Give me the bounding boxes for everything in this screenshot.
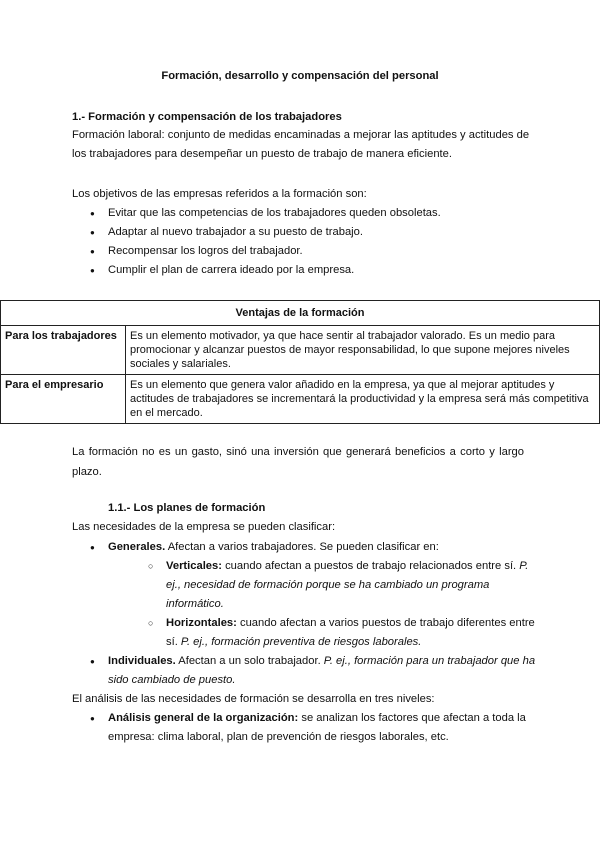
list-item <box>130 557 542 614</box>
analysis-intro: El análisis de las necesidades de formación se desarrolla en tres niveles: <box>72 693 435 705</box>
row-text: Es un elemento que genera valor añadido en la empresa, ya que al mejorar aptitudes y actitudes de trabajadores se incrementará la productividad y la empresa será más competitiva en el mercado. <box>126 375 600 424</box>
section-heading-1-1: 1.1.- Los planes de formación <box>108 502 266 514</box>
item-text: cuando afectan a puestos de trabajo relacionados entre sí. <box>221 560 520 572</box>
document-title: Formación, desarrollo y compensación del personal <box>161 70 439 82</box>
row-label: Para los trabajadores <box>1 326 126 375</box>
table-header: Ventajas de la formación <box>1 301 600 326</box>
item-label: Horizontales: <box>166 617 237 629</box>
item-label: Verticales: <box>166 560 222 572</box>
item-label: Análisis general de la organización: <box>108 712 299 724</box>
sub-list <box>130 557 542 652</box>
list-item <box>72 538 542 652</box>
item-example: P. ej., formación para un trabajador que ha sido cambiado de puesto. <box>108 655 536 686</box>
item-label: Generales. <box>108 541 166 553</box>
item-text: Afectan a un solo trabajador. <box>175 655 324 667</box>
investment-note: La formación no es un gasto, sinó una inversión que generará beneficios a corto y largo plazo. <box>72 446 524 478</box>
item-example: P. ej., formación preventiva de riesgos laborales. <box>180 636 422 648</box>
list-item <box>130 614 542 652</box>
item-example: P. ej., necesidad de formación porque se ha cambiado un programa informático. <box>166 560 529 610</box>
list-item: ● Evitar que las competencias de los trabajadores queden obsoletas. <box>72 204 532 223</box>
objectives-intro: Los objetivos de las empresas referidos a la formación son: <box>72 188 367 200</box>
item-text: se analizan los factores que afectan a toda la empresa: clima laboral, plan de prevención de riesgos laborales, etc. <box>108 712 526 743</box>
row-label: Para el empresario <box>1 375 126 424</box>
list-item: ● Recompensar los logros del trabajador. <box>72 242 532 261</box>
advantages-table <box>0 300 600 424</box>
item-label: Individuales. <box>108 655 176 667</box>
table-row <box>1 326 600 375</box>
table-row <box>1 375 600 424</box>
section-heading-1: 1.- Formación y compensación de los trabajadores <box>72 111 342 123</box>
item-text: Afectan a varios trabajadores. Se pueden clasificar en: <box>165 541 439 553</box>
needs-intro: Las necesidades de la empresa se pueden clasificar: <box>72 521 336 533</box>
list-item <box>72 652 542 690</box>
definition-paragraph: Formación laboral: conjunto de medidas encaminadas a mejorar las aptitudes y actitudes de los trabajadores para desempeñar un puesto de trabajo de manera eficiente. <box>72 129 530 160</box>
list-item: ● Cumplir el plan de carrera ideado por la empresa. <box>72 261 532 280</box>
list-item: ● Adaptar al nuevo trabajador a su puesto de trabajo. <box>72 223 532 242</box>
needs-list <box>72 538 542 690</box>
list-item <box>72 709 542 747</box>
objectives-list <box>72 204 532 280</box>
row-text: Es un elemento motivador, ya que hace sentir al trabajador valorado. Es un medio para promocionar y alcanzar puestos de mayor responsabilidad, lo que supone mejores niveles sociales y salariales. <box>126 326 600 375</box>
item-text: cuando afectan a varios puestos de trabajo diferentes entre sí. <box>166 617 535 648</box>
analysis-list <box>72 709 542 747</box>
